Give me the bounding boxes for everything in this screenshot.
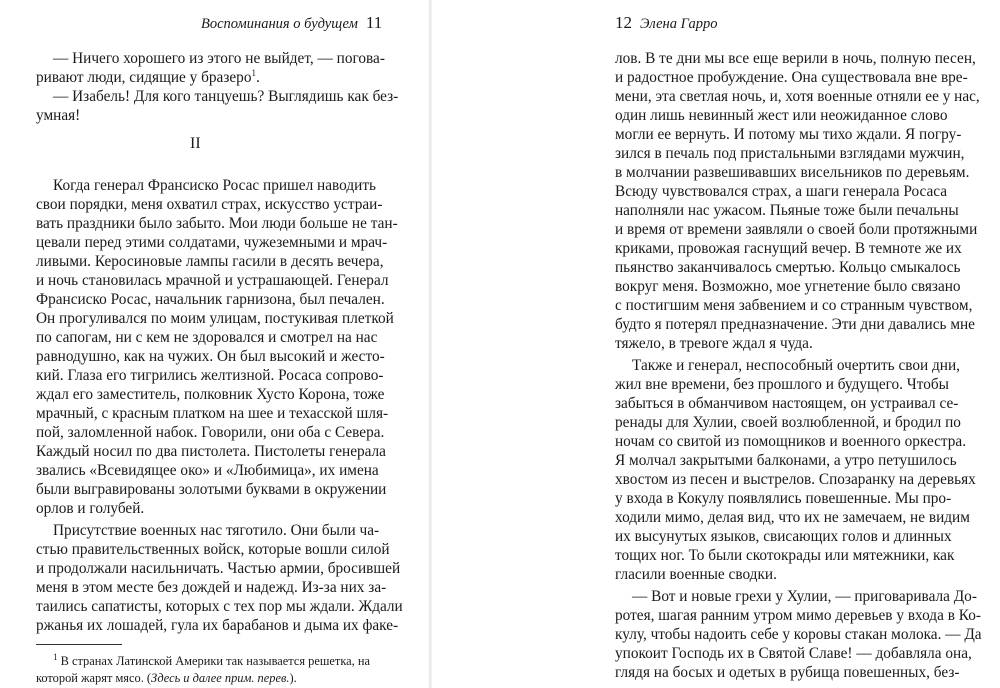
text-line: их высунутых языков, свисающих голов и длинных <box>615 528 952 545</box>
text-line: стью правительственных войск, которые вошли силой <box>36 541 390 558</box>
text-line: Каждый носил по два пистолета. Пистолеты генерала <box>36 443 386 460</box>
text-line: ренады для Хулии, своей возлюбленной, и бродил по <box>615 414 961 431</box>
text-line: — Ничего хорошего из этого не выйдет, — погова- <box>53 50 385 67</box>
text-line: пой, заломленной набок. Говорили, они оба с Севера. <box>36 424 385 441</box>
text-line: были выгравированы золотыми буквами в окружении <box>36 481 387 498</box>
text-line: Присутствие военных нас тяготило. Они были ча- <box>53 522 380 539</box>
text-line: таились сапатисты, которых с тех пор мы ждали. Ждали <box>36 598 403 615</box>
text-line: жил вне времени, без прошлого и будущего. Чтобы <box>615 376 949 393</box>
text-line: с постигшим меня забвением и со странным чувством, <box>615 297 973 314</box>
text-line: кулу, чтобы надоить себе у коровы стакан молока. — Да <box>615 626 982 643</box>
text-line: орлов и голубей. <box>36 500 145 517</box>
text-line: и ночь становилась мрачной и устрашающей. Генерал <box>36 272 389 289</box>
text-line: один лишь невинный жест или неожиданное слово <box>615 107 948 124</box>
text-line: ривают люди, сидящие у бразеро$^1$. <box>36 67 260 86</box>
text-line: мени, эта светлая ночь, и, хотя военные отняли ее у нас, <box>615 88 980 105</box>
text-line: Когда генерал Франсиско Росас пришел наводить <box>53 177 376 194</box>
text-line: ждал его заместитель, полковник Хусто Корона, тоже <box>36 386 385 403</box>
text-line: ночам со свитой из помощников и военного оркестра. <box>615 433 967 450</box>
text-line: гласили военные сводки. <box>615 566 777 583</box>
text-line: меня в этом месте без дождей и надежд. Из-за них за- <box>36 579 387 596</box>
text-line: лов. В те дни мы все еще верили в ночь, полную песен, <box>615 50 976 67</box>
book-title-header: Воспоминания о будущем <box>201 16 358 32</box>
footnote-line <box>36 670 297 687</box>
text-line: Он прогуливался по моим улицам, постукивая плеткой <box>36 310 394 327</box>
text-line: и продолжали насильничать. Частью армии, бросившей <box>36 560 401 577</box>
text-line: Франсиско Росас, начальник гарнизона, был печален. <box>36 291 385 308</box>
text-line: и время от времени заявляли о своей боли протяжными <box>615 221 978 238</box>
text-line: кий. Глаза его тигрились желтизной. Росаса сопрово- <box>36 367 384 384</box>
text-line: вать праздники было забыто. Мои люди больше не тан- <box>36 215 398 232</box>
text-line: по сапогам, ни с кем не здоровался и смотрел на нас <box>36 329 378 346</box>
text-line: ливыми. Керосиновые лампы гасили в десять вечера, <box>36 253 384 270</box>
text-line: могли ее вернуть. И потому мы тихо ждали. Я погру- <box>615 126 962 143</box>
text-line: Также и генерал, неспособный очертить свои дни, <box>632 357 961 374</box>
text-line: цевали перед этими солдатами, чужеземными и мрач- <box>36 234 388 251</box>
right-page <box>432 0 1000 688</box>
left-page <box>0 0 430 688</box>
text-line: Всюду чувствовался страх, а шаги генерала Росаса <box>615 183 948 200</box>
text-line: умная! <box>36 107 81 124</box>
text-line: в молчании развешивавших висельников по деревьям. <box>615 164 970 181</box>
text-line: хвостом из песен и выстрелов. Спозаранку на деревьях <box>615 471 976 488</box>
footnote-divider <box>36 644 122 645</box>
text-line: свои порядки, меня охватил страх, искусство устраи- <box>36 196 383 213</box>
chapter-heading: II <box>190 135 201 152</box>
footnote-text: которой жарят мясо. ( <box>36 671 152 685</box>
footnote-text: ). <box>289 671 297 685</box>
text-line: у входа в Кокулу появлялись повешенные. Мы про- <box>615 490 952 507</box>
footnote-reference: 1 <box>251 67 256 78</box>
text-line: криками, провожая гаснущий вечер. В темноте же их <box>615 240 962 257</box>
page-number-right: 12 <box>615 13 632 32</box>
author-header: Элена Гарро <box>640 16 718 32</box>
text-line: забыться в обманчивом настоящем, он устраивал се- <box>615 395 959 412</box>
text-line: упокоит Господь их в Святой Славе! — добавляла она, <box>615 645 972 662</box>
text-line: наполняли нас ужасом. Пьяные тоже были печальны <box>615 202 959 219</box>
text-line: ротея, шагая ранним утром мимо деревьев у входа в Ко- <box>615 607 981 624</box>
running-header-right <box>615 13 717 33</box>
text-line: зился в печаль под пристальными взглядами мужчин, <box>615 145 965 162</box>
text-line: звались «Всевидящее око» и «Любимица», их имена <box>36 462 379 479</box>
text-line: будто я потерял предназначение. Эти дни давались мне <box>615 316 975 333</box>
footnote-italic: Здесь и далее прим. перев. <box>151 671 290 685</box>
text-line: Я молчал закрытыми балконами, а утро петушилось <box>615 452 957 469</box>
text-line: ржанья их лошадей, гула их барабанов и дыма их факе- <box>36 617 399 634</box>
page-number-left: 11 <box>365 13 383 32</box>
text-line: тяжело, в тревоге ждал я чуда. <box>615 335 813 352</box>
footnote-text: В странах Латинской Америки так называется решетка, на <box>60 654 370 668</box>
text-line: равнодушно, как на чужих. Он был высокий и жесто- <box>36 348 385 365</box>
text-line: тощих ног. То были скотокрады или мятежники, как <box>615 547 955 564</box>
text-line: — Вот и новые грехи у Хулии, — приговаривала До- <box>632 588 977 605</box>
text-line: ходили мимо, делая вид, что их не замечаем, не видим <box>615 509 970 526</box>
text-line: пьянство заканчивалось смертью. Кольцо смыкалось <box>615 259 961 276</box>
text-line: вокруг меня. Возможно, мое угнетение было связано <box>615 278 961 295</box>
footnote-line <box>53 651 370 670</box>
text-line: — Изабель! Для кого танцуешь? Выглядишь как без- <box>53 88 399 105</box>
text-line: глядя на босых и одетых в рубища повешенных, без- <box>615 664 960 681</box>
text-line: мрачный, с красным платком на шее и техасской шля- <box>36 405 389 422</box>
text-line: и радостное пробуждение. Она существовала вне вре- <box>615 69 968 86</box>
footnote-marker: 1 <box>53 651 58 662</box>
running-header-left <box>201 13 382 33</box>
